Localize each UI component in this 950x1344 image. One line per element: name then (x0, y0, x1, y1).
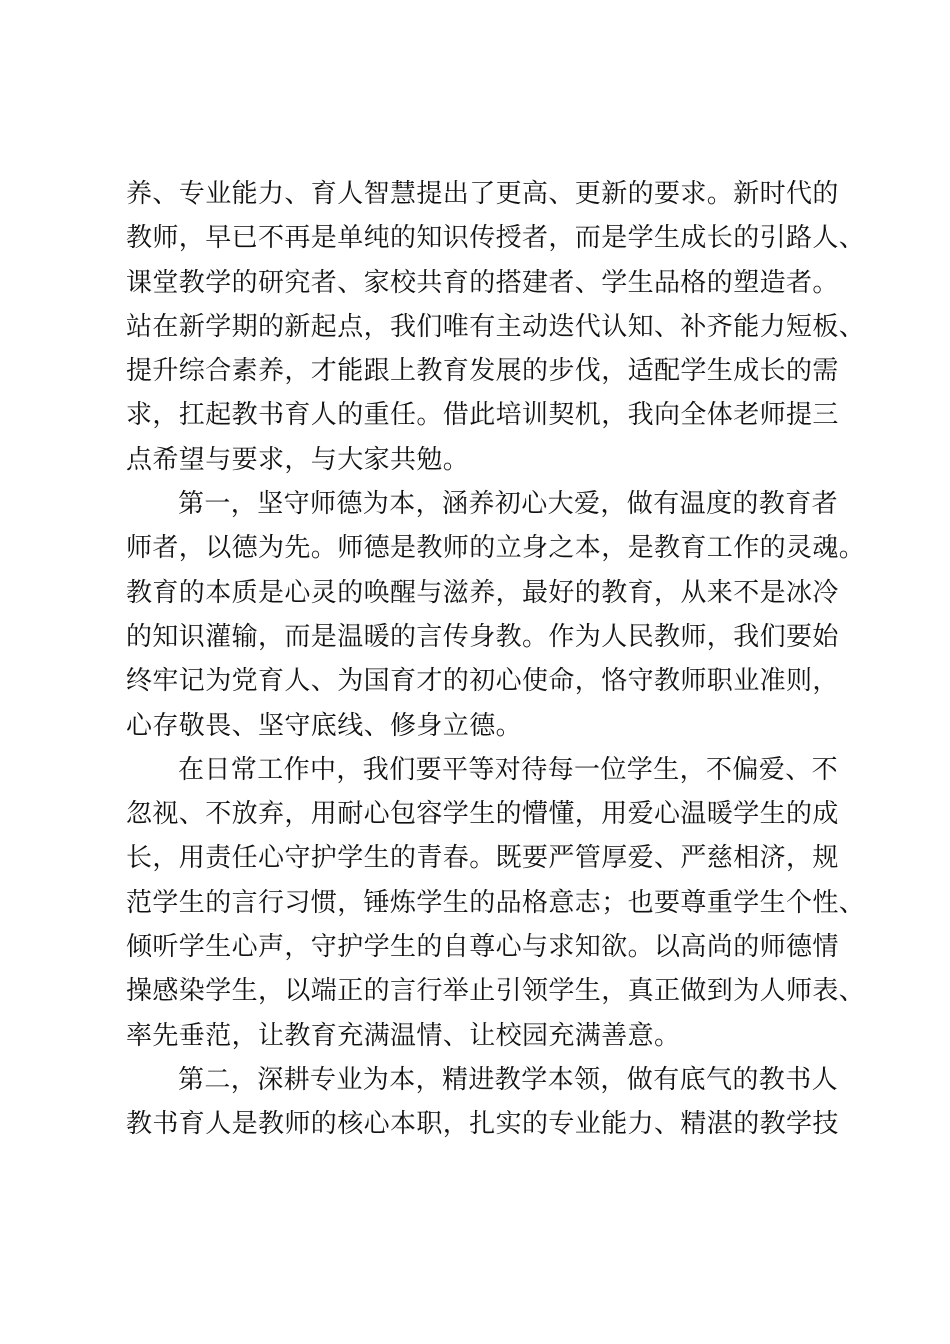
text-line: 养、专业能力、育人智慧提出了更高、更新的要求。新时代的 (126, 179, 839, 209)
paragraph-heading-line: 第二，深耕专业为本，精进教学本领，做有底气的教书人 (178, 1064, 839, 1095)
text-line: 师者，以德为先。师德是教师的立身之本，是教育工作的灵魂。 (126, 533, 866, 564)
text-line: 教育的本质是心灵的唤醒与滋养，最好的教育，从来不是冰冷 (126, 577, 839, 608)
text-line: 提升综合素养，才能跟上教育发展的步伐，适配学生成长的需 (126, 356, 839, 387)
text-line: 范学生的言行习惯，锤炼学生的品格意志；也要尊重学生个性、 (126, 887, 866, 918)
body-text (126, 172, 866, 1147)
text-line: 率先垂范，让教育充满温情、让校园充满善意。 (126, 1020, 681, 1051)
text-line: 求，扛起教书育人的重任。借此培训契机，我向全体老师提三 (126, 400, 839, 431)
text-line: 教书育人是教师的核心本职，扎实的专业能力、精湛的教学技 (126, 1109, 839, 1140)
text-line: 终牢记为党育人、为国育才的初心使命，恪守教师职业准则， (126, 666, 839, 697)
text-line: 教师，早已不再是单纯的知识传授者，而是学生成长的引路人、 (126, 223, 866, 254)
text-line: 忽视、不放弃，用耐心包容学生的懵懂，用爱心温暖学生的成 (126, 799, 839, 830)
text-line: 点希望与要求，与大家共勉。 (126, 444, 470, 475)
paragraph-heading-line: 第一，坚守师德为本，涵养初心大爱，做有温度的教育者 (178, 489, 839, 520)
text-line: 倾听学生心声，守护学生的自尊心与求知欲。以高尚的师德情 (126, 932, 839, 963)
text-line: 长，用责任心守护学生的青春。既要严管厚爱、严慈相济，规 (126, 843, 839, 874)
text-line: 操感染学生，以端正的言行举止引领学生，真正做到为人师表、 (126, 976, 866, 1007)
text-line: 站在新学期的新起点，我们唯有主动迭代认知、补齐能力短板、 (126, 311, 866, 342)
text-line: 的知识灌输，而是温暖的言传身教。作为人民教师，我们要始 (126, 621, 839, 652)
text-line: 课堂教学的研究者、家校共育的搭建者、学生品格的塑造者。 (126, 267, 839, 298)
text-line: 心存敬畏、坚守底线、修身立德。 (126, 710, 523, 741)
paragraph-start-line: 在日常工作中，我们要平等对待每一位学生，不偏爱、不 (178, 754, 839, 785)
